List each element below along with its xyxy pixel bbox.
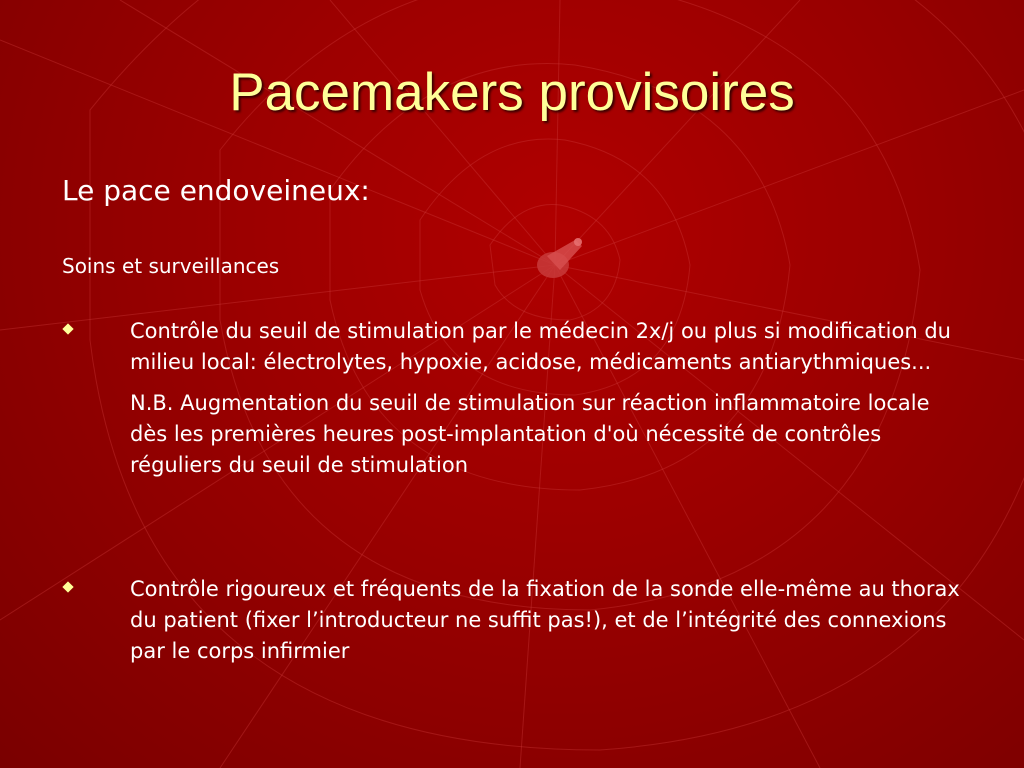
diamond-bullet-icon	[62, 323, 73, 334]
bullet-item	[62, 574, 962, 667]
bullet-item	[62, 316, 962, 481]
bullet-text: Contrôle rigoureux et fréquents de la fixation de la sonde elle-même au thorax du patient (fixer l’introducteur ne suffit pas!), et de l’intégrité des connexions par le corps infirmier	[130, 577, 960, 663]
bullet-text: Contrôle du seuil de stimulation par le médecin 2x/j ou plus si modification du milieu local: électrolytes, hypoxie, acidose, médicaments antiarythmiques...	[130, 319, 951, 374]
bullet-note: N.B. Augmentation du seuil de stimulation sur réaction inflammatoire locale dès les premières heures post-implantation d'où nécessité de contrôles réguliers du seuil de stimulation	[130, 391, 930, 477]
diamond-bullet-icon	[62, 581, 73, 592]
section-label: Soins et surveillances	[62, 254, 280, 278]
slide-title: Pacemakers provisoires	[229, 63, 795, 122]
slide-subtitle: Le pace endoveineux:	[62, 174, 370, 207]
pin-icon	[537, 238, 582, 278]
